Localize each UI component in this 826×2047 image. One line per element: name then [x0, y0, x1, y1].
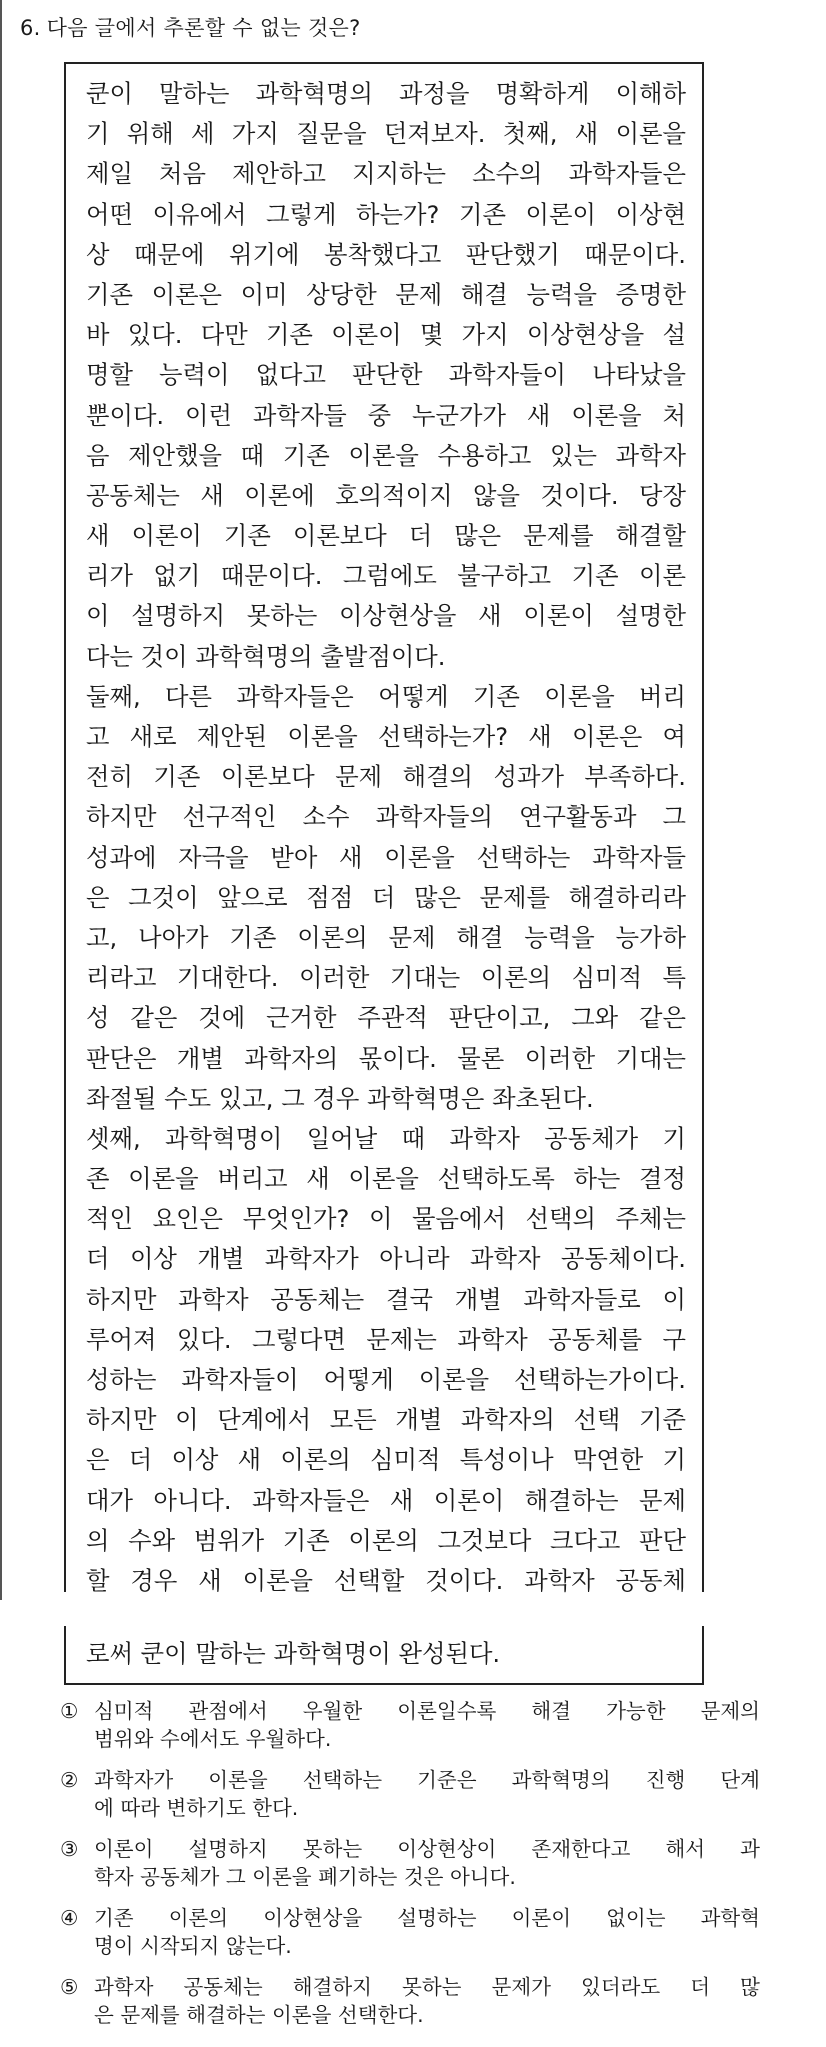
passage-line: 쿤이 말하는 과학혁명의 과정을 명확하게 이해하: [86, 79, 686, 108]
passage-line: 새 이론이 기존 이론보다 더 많은 문제를 해결할: [86, 521, 686, 551]
passage-line: 기존 이론은 이미 상당한 문제 해결 능력을 증명한: [86, 279, 686, 309]
passage-line: 음 제안했을 때 기존 이론을 수용하고 있는 과학자: [86, 440, 686, 470]
question-number: 6.: [20, 16, 41, 40]
choice-marker: ③: [60, 1837, 79, 1861]
choice-line: 명이 시작되지 않는다.: [94, 1934, 292, 1958]
answer-choice-1[interactable]: [60, 1697, 760, 1753]
answer-choice-5[interactable]: [60, 1973, 760, 2029]
choice-line: 과학자가 이론을 선택하는 기준은 과학혁명의 진행 단계: [94, 1768, 760, 1792]
passage-line: 명할 능력이 없다고 판단한 과학자들이 나타났을: [86, 360, 686, 390]
passage-box: [64, 62, 704, 1595]
passage-line: 존 이론을 버리고 새 이론을 선택하도록 하는 결정: [86, 1164, 686, 1194]
passage-line: 공동체는 새 이론에 호의적이지 않을 것이다. 당장: [86, 480, 686, 510]
choice-line: 과학자 공동체는 해결하지 못하는 문제가 있더라도 더 많: [94, 1975, 760, 1999]
passage-line: 리가 없기 때문이다. 그럼에도 불구하고 기존 이론: [86, 561, 686, 591]
passage-line: 이 설명하지 못하는 이상현상을 새 이론이 설명한: [86, 601, 686, 631]
passage-line: 성하는 과학자들이 어떻게 이론을 선택하는가이다.: [86, 1365, 686, 1394]
choice-line: 범위와 수에서도 우월하다.: [94, 1727, 332, 1751]
passage-line: 리라고 기대한다. 이러한 기대는 이론의 심미적 특: [86, 963, 686, 993]
passage-line: 적인 요인은 무엇인가? 이 물음에서 선택의 주체는: [86, 1204, 686, 1234]
answer-choices: [60, 1697, 760, 2042]
passage-line: 고 새로 제안된 이론을 선택하는가? 새 이론은 여: [86, 722, 686, 751]
passage-line: 성 같은 것에 근거한 주관적 판단이고, 그와 같은: [86, 1003, 686, 1033]
passage-line: 은 그것이 앞으로 점점 더 많은 문제를 해결하리라: [86, 882, 686, 912]
choice-marker: ②: [60, 1768, 79, 1792]
passage-box-continued: [64, 1626, 704, 1685]
passage-line: 성과에 자극을 받아 새 이론을 선택하는 과학자들: [86, 842, 686, 872]
passage-line: 더 이상 개별 과학자가 아니라 과학자 공동체이다.: [86, 1244, 686, 1274]
choice-marker: ⑤: [60, 1975, 79, 1999]
passage-text: [86, 74, 686, 1601]
passage-line: 어떤 이유에서 그렇게 하는가? 기존 이론이 이상현: [86, 199, 686, 229]
passage-tail-line: 로써 쿤이 말하는 과학혁명이 완성된다.: [86, 1639, 501, 1668]
passage-line: 할 경우 새 이론을 선택할 것이다. 과학자 공동체: [86, 1565, 686, 1595]
choice-line: 기존 이론의 이상현상을 설명하는 이론이 없이는 과학혁: [94, 1906, 760, 1930]
choice-line: 심미적 관점에서 우월한 이론일수록 해결 가능한 문제의: [94, 1699, 760, 1723]
answer-choice-3[interactable]: [60, 1835, 760, 1891]
passage-line: 하지만 선구적인 소수 과학자들의 연구활동과 그: [86, 802, 686, 832]
choice-text: [94, 1697, 760, 1753]
question-heading: [20, 12, 361, 42]
choice-line: 이론이 설명하지 못하는 이상현상이 존재한다고 해서 과: [94, 1837, 760, 1861]
question-prompt: 다음 글에서 추론할 수 없는 것은?: [46, 16, 361, 40]
choice-line: 에 따라 변하기도 한다.: [94, 1796, 299, 1820]
choice-text: [94, 1835, 760, 1891]
choice-marker: ①: [60, 1699, 79, 1723]
passage-line: 하지만 이 단계에서 모든 개별 과학자의 선택 기준: [86, 1405, 686, 1435]
passage-line: 상 때문에 위기에 봉착했다고 판단했기 때문이다.: [86, 239, 686, 269]
passage-line: 하지만 과학자 공동체는 결국 개별 과학자들로 이: [86, 1284, 686, 1314]
passage-line: 의 수와 범위가 기존 이론의 그것보다 크다고 판단: [86, 1525, 686, 1555]
passage-line: 기 위해 세 가지 질문을 던져보자. 첫째, 새 이론을: [86, 119, 686, 149]
passage-line: 좌절될 수도 있고, 그 경우 과학혁명은 좌초된다.: [86, 1083, 594, 1113]
choice-line: 학자 공동체가 그 이론을 폐기하는 것은 아니다.: [94, 1865, 516, 1889]
passage-line: 루어져 있다. 그렇다면 문제는 과학자 공동체를 구: [86, 1324, 686, 1354]
answer-choice-4[interactable]: [60, 1904, 760, 1960]
passage-line: 다는 것이 과학혁명의 출발점이다.: [86, 641, 446, 671]
choice-line: 은 문제를 해결하는 이론을 선택한다.: [94, 2003, 424, 2027]
passage-line: 전히 기존 이론보다 문제 해결의 성과가 부족하다.: [86, 762, 686, 792]
passage-line: 바 있다. 다만 기존 이론이 몇 가지 이상현상을 설: [86, 320, 686, 350]
choice-text: [94, 1766, 760, 1822]
choice-marker: ④: [60, 1906, 79, 1930]
passage-line: 대가 아니다. 과학자들은 새 이론이 해결하는 문제: [86, 1485, 686, 1515]
choice-text: [94, 1973, 760, 2029]
choice-text: [94, 1904, 760, 1960]
passage-line: 고, 나아가 기존 이론의 문제 해결 능력을 능가하: [86, 922, 686, 952]
passage-line: 둘째, 다른 과학자들은 어떻게 기존 이론을 버리: [86, 681, 686, 711]
passage-line: 판단은 개별 과학자의 몫이다. 물론 이러한 기대는: [86, 1043, 686, 1073]
passage-line: 셋째, 과학혁명이 일어날 때 과학자 공동체가 기: [86, 1123, 686, 1153]
answer-choice-2[interactable]: [60, 1766, 760, 1822]
passage-line: 은 더 이상 새 이론의 심미적 특성이나 막연한 기: [86, 1445, 686, 1475]
column-divider: [0, 0, 2, 1600]
passage-line: 제일 처음 제안하고 지지하는 소수의 과학자들은: [86, 159, 686, 189]
passage-line: 뿐이다. 이런 과학자들 중 누군가가 새 이론을 처: [86, 400, 686, 430]
